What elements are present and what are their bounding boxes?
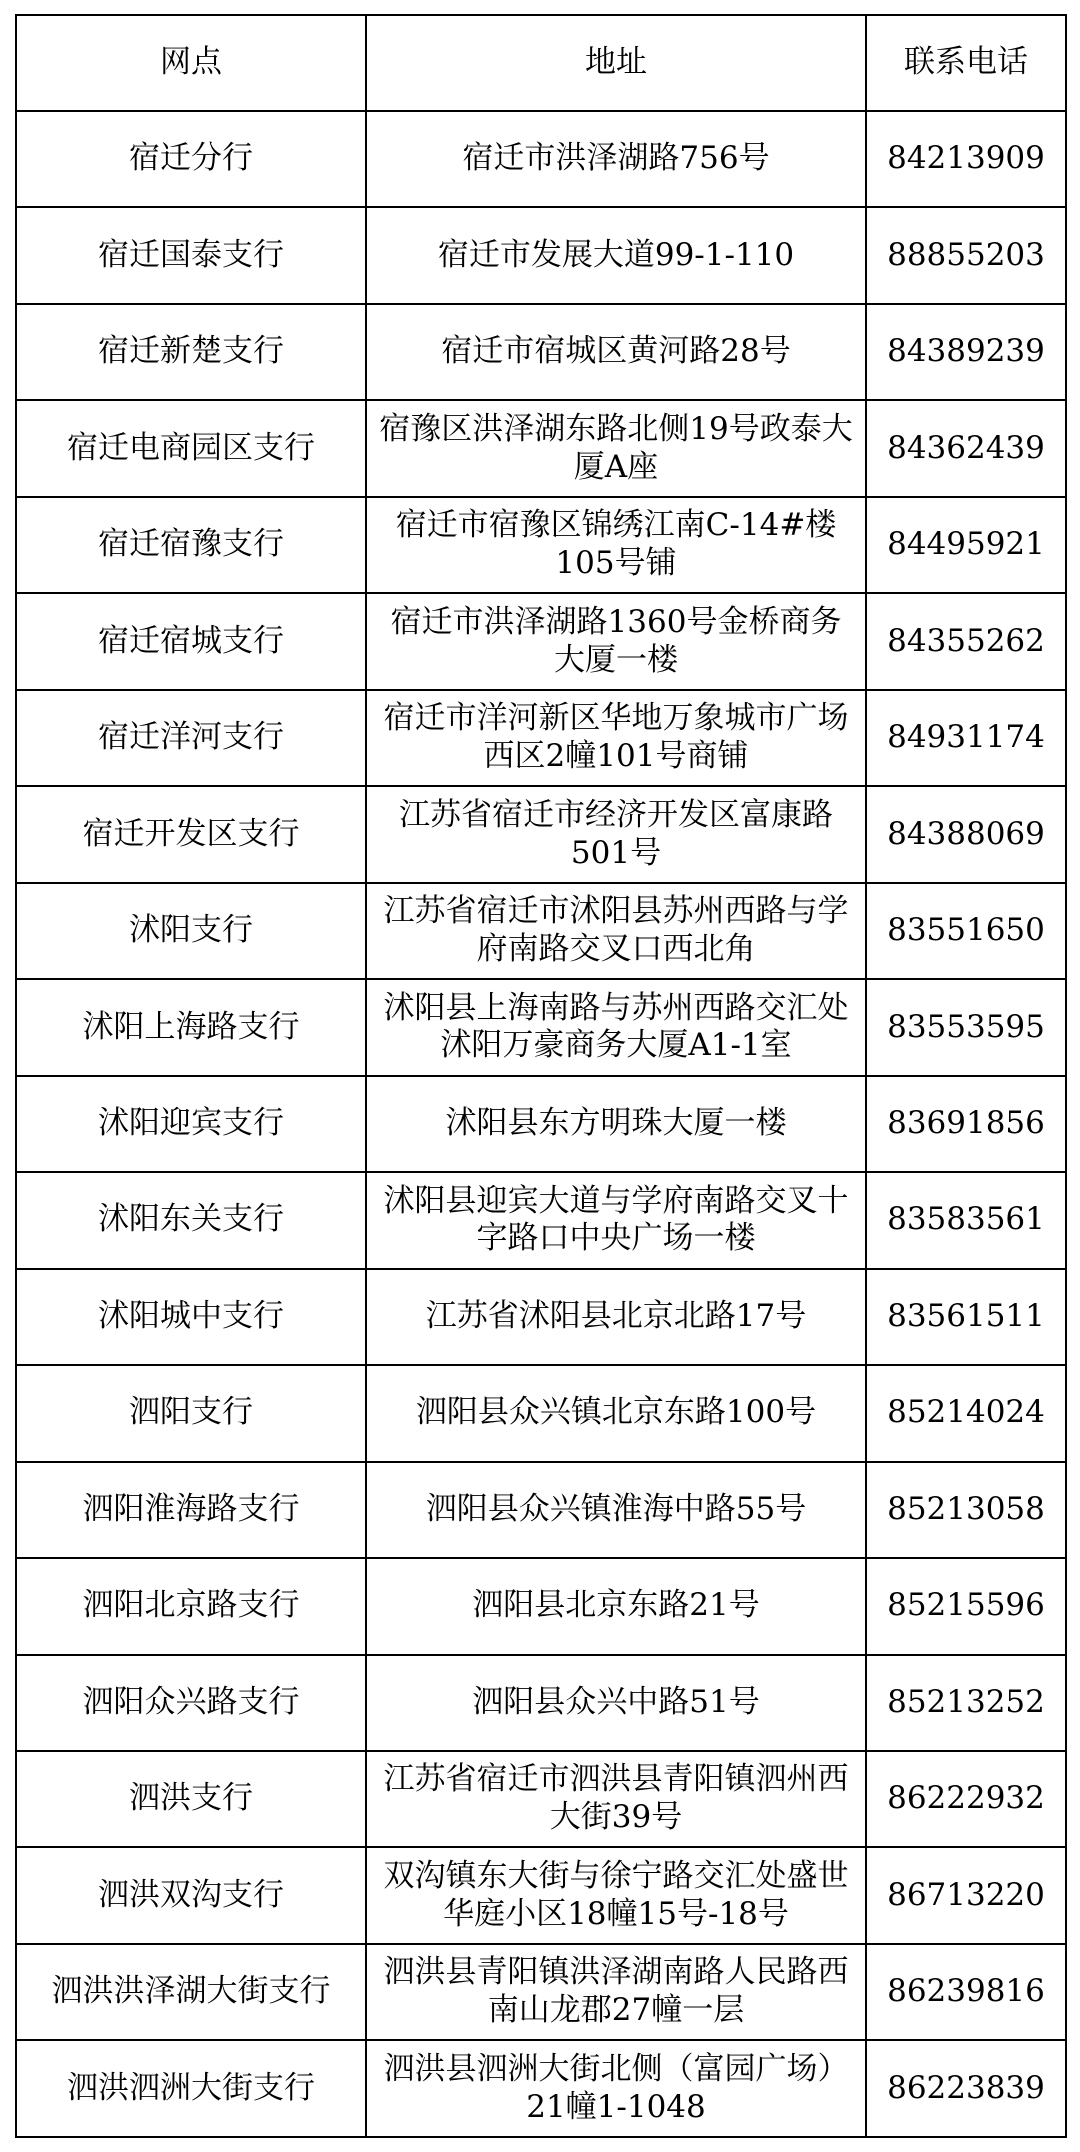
address-text: 江苏省宿迁市经济开发区富康路501号: [399, 796, 833, 871]
phone-cell: 84495921: [866, 497, 1066, 593]
table-row: [16, 2040, 1066, 2137]
branch-contact-sheet: [15, 14, 1065, 2138]
address-cell: [366, 979, 866, 1075]
address-text: 泗洪县青阳镇洪泽湖南路人民路西南山龙郡27幢一层: [383, 1954, 849, 2029]
table-row: [16, 400, 1066, 496]
phone-cell: 86222932: [866, 1751, 1066, 1847]
header-branch: 网点: [16, 15, 366, 111]
table-row: [16, 207, 1066, 303]
address-cell: [366, 786, 866, 882]
address-cell: [366, 1365, 866, 1461]
branch-name-cell: 泗阳支行: [16, 1365, 366, 1461]
branch-name-cell: 宿迁宿城支行: [16, 593, 366, 689]
branch-name-cell: 沭阳东关支行: [16, 1172, 366, 1268]
branch-name-cell: 沭阳城中支行: [16, 1269, 366, 1365]
table-row: [16, 111, 1066, 207]
table-row: [16, 1655, 1066, 1751]
table-row: [16, 1365, 1066, 1461]
phone-cell: 84388069: [866, 786, 1066, 882]
address-cell: [366, 400, 866, 496]
phone-cell: 83553595: [866, 979, 1066, 1075]
address-cell: [366, 1847, 866, 1943]
branch-name-cell: 宿迁电商园区支行: [16, 400, 366, 496]
address-cell: [366, 883, 866, 979]
table-row: [16, 979, 1066, 1075]
address-cell: [366, 1462, 866, 1558]
branch-name-cell: 泗阳北京路支行: [16, 1558, 366, 1654]
table-row: [16, 1944, 1066, 2040]
phone-cell: 86223839: [866, 2040, 1066, 2137]
phone-cell: 86239816: [866, 1944, 1066, 2040]
branch-name-cell: 泗洪泗洲大街支行: [16, 2040, 366, 2137]
table-header-row: [16, 15, 1066, 111]
address-cell: [366, 497, 866, 593]
address-text: 江苏省宿迁市沭阳县苏州西路与学府南路交叉口西北角: [383, 893, 849, 967]
phone-cell: 84931174: [866, 690, 1066, 786]
table-row: [16, 1558, 1066, 1654]
address-text: 泗阳县众兴镇淮海中路55号: [425, 1490, 807, 1527]
address-cell: [366, 1269, 866, 1365]
address-text: 宿迁市宿豫区锦绣江南C-14#楼105号铺: [395, 507, 837, 582]
branch-name-cell: 泗洪双沟支行: [16, 1847, 366, 1943]
table-row: [16, 883, 1066, 979]
address-cell: [366, 304, 866, 400]
address-cell: [366, 593, 866, 689]
address-text: 双沟镇东大街与徐宁路交汇处盛世华庭小区18幢15号-18号: [383, 1857, 849, 1932]
branch-name-cell: 宿迁国泰支行: [16, 207, 366, 303]
address-cell: [366, 1944, 866, 2040]
table-row: [16, 593, 1066, 689]
table-row: [16, 304, 1066, 400]
table-row: [16, 690, 1066, 786]
address-text: 沭阳县东方明珠大厦一楼: [445, 1105, 787, 1142]
phone-cell: 84213909: [866, 111, 1066, 207]
address-text: 泗洪县泗洲大街北侧（富园广场）21幢1-1048: [383, 2050, 849, 2125]
branch-name-cell: 宿迁宿豫支行: [16, 497, 366, 593]
phone-cell: 85213058: [866, 1462, 1066, 1558]
phone-cell: 83561511: [866, 1269, 1066, 1365]
table-row: [16, 1076, 1066, 1172]
address-text: 泗阳县众兴中路51号: [472, 1683, 760, 1720]
branch-table: [15, 14, 1067, 2138]
address-cell: [366, 207, 866, 303]
phone-cell: 85215596: [866, 1558, 1066, 1654]
phone-cell: 85213252: [866, 1655, 1066, 1751]
branch-name-cell: 宿迁开发区支行: [16, 786, 366, 882]
branch-name-cell: 泗阳众兴路支行: [16, 1655, 366, 1751]
address-cell: [366, 1751, 866, 1847]
phone-cell: 84362439: [866, 400, 1066, 496]
table-row: [16, 1847, 1066, 1943]
header-phone: 联系电话: [866, 15, 1066, 111]
branch-name-cell: 沭阳支行: [16, 883, 366, 979]
phone-cell: 84355262: [866, 593, 1066, 689]
phone-cell: 88855203: [866, 207, 1066, 303]
address-cell: [366, 1172, 866, 1268]
phone-cell: 85214024: [866, 1365, 1066, 1461]
branch-name-cell: 沭阳迎宾支行: [16, 1076, 366, 1172]
table-row: [16, 786, 1066, 882]
branch-name-cell: 宿迁新楚支行: [16, 304, 366, 400]
address-text: 泗阳县北京东路21号: [472, 1587, 760, 1624]
header-address: 地址: [366, 15, 866, 111]
branch-table-body: [16, 111, 1066, 2137]
address-text: 沭阳县迎宾大道与学府南路交叉十字路口中央广场一楼: [383, 1182, 849, 1257]
phone-cell: 84389239: [866, 304, 1066, 400]
phone-cell: 83583561: [866, 1172, 1066, 1268]
address-cell: [366, 690, 866, 786]
table-row: [16, 1172, 1066, 1268]
table-row: [16, 1269, 1066, 1365]
phone-cell: 83691856: [866, 1076, 1066, 1172]
address-text: 宿迁市发展大道99-1-110: [437, 236, 795, 273]
address-text: 宿迁市洪泽湖路1360号金桥商务大厦一楼: [390, 603, 842, 678]
branch-name-cell: 泗洪支行: [16, 1751, 366, 1847]
branch-name-cell: 沭阳上海路支行: [16, 979, 366, 1075]
address-text: 宿迁市洪泽湖路756号: [462, 140, 770, 177]
address-cell: [366, 1558, 866, 1654]
branch-name-cell: 泗阳淮海路支行: [16, 1462, 366, 1558]
address-cell: [366, 1076, 866, 1172]
branch-name-cell: 宿迁分行: [16, 111, 366, 207]
phone-cell: 86713220: [866, 1847, 1066, 1943]
address-cell: [366, 111, 866, 207]
branch-name-cell: 泗洪洪泽湖大街支行: [16, 1944, 366, 2040]
table-row: [16, 1462, 1066, 1558]
phone-cell: 83551650: [866, 883, 1066, 979]
address-text: 宿豫区洪泽湖东路北侧19号政泰大厦A座: [379, 410, 853, 485]
table-row: [16, 1751, 1066, 1847]
address-text: 宿迁市宿城区黄河路28号: [441, 333, 791, 370]
address-cell: [366, 2040, 866, 2137]
address-text: 江苏省沭阳县北京北路17号: [425, 1297, 807, 1334]
table-row: [16, 497, 1066, 593]
address-text: 泗阳县众兴镇北京东路100号: [415, 1394, 817, 1431]
address-text: 宿迁市洋河新区华地万象城市广场西区2幢101号商铺: [383, 700, 849, 775]
address-text: 沭阳县上海南路与苏州西路交汇处沭阳万豪商务大厦A1-1室: [383, 989, 849, 1064]
address-text: 江苏省宿迁市泗洪县青阳镇泗州西大街39号: [383, 1761, 849, 1836]
branch-name-cell: 宿迁洋河支行: [16, 690, 366, 786]
address-cell: [366, 1655, 866, 1751]
